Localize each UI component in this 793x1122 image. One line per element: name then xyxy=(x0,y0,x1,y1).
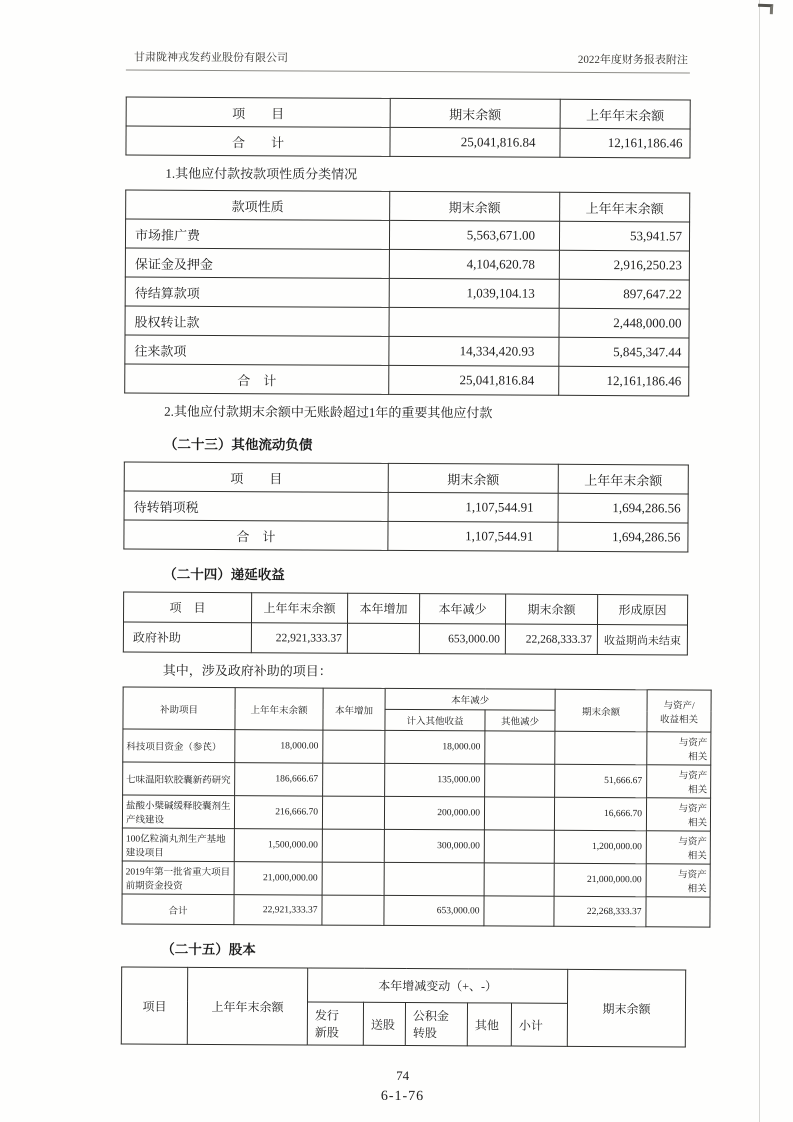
page-footer xyxy=(120,1065,684,1108)
col-header-prior-year-balance: 上年年末余额 xyxy=(560,192,690,222)
total-label: 合 计 xyxy=(124,520,388,550)
other-decrease-value xyxy=(485,731,555,764)
other-decrease-value xyxy=(484,896,554,926)
payables-by-nature-table xyxy=(124,190,690,397)
col-header-prior-year-balance: 上年年末余额 xyxy=(187,967,307,1045)
other-current-liabilities-table xyxy=(123,462,688,553)
page-number: 74 xyxy=(396,1067,410,1084)
table-row xyxy=(122,861,710,897)
col-header-other: 其他 xyxy=(467,1003,511,1046)
prior-year-balance-value: 186,666.67 xyxy=(235,763,323,796)
related-type-value: 与资产 相关 xyxy=(646,864,710,897)
table-row xyxy=(123,729,711,765)
table-row xyxy=(122,795,710,831)
closing-balance-value: 1,107,544.91 xyxy=(388,492,558,522)
table-header-row xyxy=(124,462,688,494)
increase-value xyxy=(323,763,385,796)
col-header-new-shares: 发行 新股 xyxy=(307,1002,363,1045)
closing-balance-value: 4,104,620.78 xyxy=(389,249,559,279)
section-heading-deferred-income: （二十四）递延收益 xyxy=(163,566,285,583)
row-label: 股权转让款 xyxy=(125,306,389,336)
table-row xyxy=(123,622,687,655)
into-other-income-value: 653,000.00 xyxy=(384,895,484,926)
related-type-value: 与资产 相关 xyxy=(646,798,710,831)
closing-balance-value: 25,041,816.84 xyxy=(389,365,559,395)
prior-year-balance-value: 53,941.57 xyxy=(559,221,689,251)
prior-year-balance-value: 12,161,186.46 xyxy=(560,128,690,158)
closing-balance-value xyxy=(389,307,559,337)
closing-balance-value: 25,041,816.84 xyxy=(390,127,560,157)
share-capital-table xyxy=(121,967,686,1048)
other-decrease-value xyxy=(484,863,554,896)
col-header-prior-year-balance: 上年年末余额 xyxy=(560,99,690,129)
closing-balance-value: 22,268,333.37 xyxy=(505,624,597,654)
closing-balance-value: 1,200,000.00 xyxy=(554,830,646,863)
row-label: 政府补助 xyxy=(123,622,251,653)
increase-value xyxy=(323,730,385,763)
col-header-item: 项 目 xyxy=(124,592,252,623)
table-row xyxy=(125,219,689,251)
government-grants-table xyxy=(121,687,711,928)
prior-year-balance-value: 2,916,250.23 xyxy=(559,250,689,280)
table-row xyxy=(125,277,689,309)
col-header-decrease-group: 本年减少 xyxy=(385,688,555,710)
col-header-bonus-shares: 送股 xyxy=(363,1002,405,1045)
into-other-income-value: 18,000.00 xyxy=(385,730,485,764)
increase-value xyxy=(322,829,384,862)
grant-project-name: 七味温阳软胶囊新药研究 xyxy=(123,762,235,796)
scan-corner-artifact xyxy=(758,4,773,15)
total-row xyxy=(125,364,689,396)
row-label: 待结算款项 xyxy=(125,277,389,307)
col-header-item: 项 目 xyxy=(124,462,388,492)
col-header-asset-income-related: 与资产/ 收益相关 xyxy=(647,690,711,732)
total-row xyxy=(126,126,690,158)
col-header-into-other-income: 计入其他收益 xyxy=(385,709,485,731)
table-header-row xyxy=(126,190,690,222)
col-header-closing-balance: 期末余额 xyxy=(390,98,560,128)
closing-balance-value: 16,666.70 xyxy=(554,797,646,830)
closing-balance-value: 51,666.67 xyxy=(555,764,647,797)
closing-balance-value: 5,563,671.00 xyxy=(389,220,559,250)
table-row xyxy=(125,306,689,338)
note-payables-by-nature: 1.其他应付款按款项性质分类情况 xyxy=(165,165,358,182)
col-header-closing-balance: 期末余额 xyxy=(390,191,560,221)
col-header-subtotal: 小计 xyxy=(511,1003,567,1046)
increase-value xyxy=(322,895,384,925)
table-row xyxy=(125,335,689,367)
total-label: 合 计 xyxy=(125,364,389,394)
table-row xyxy=(125,248,689,280)
col-header-closing-balance: 期末余额 xyxy=(567,969,685,1047)
into-other-income-value: 300,000.00 xyxy=(384,829,484,863)
closing-balance-value: 22,268,333.37 xyxy=(554,896,646,926)
other-decrease-value xyxy=(485,764,555,797)
increase-value xyxy=(322,796,384,829)
col-header-prior-year-balance: 上年年末余额 xyxy=(251,593,347,624)
other-decrease-value xyxy=(484,797,554,830)
prior-year-balance-value: 897,647.22 xyxy=(559,279,689,309)
col-header-nature: 款项性质 xyxy=(126,190,390,220)
prior-year-balance-value: 22,921,333.37 xyxy=(251,623,347,654)
col-header-closing-balance: 期末余额 xyxy=(388,463,558,493)
col-header-increase: 本年增加 xyxy=(347,593,419,623)
grant-project-name: 2019年第一批省重大项目前期资金投资 xyxy=(122,861,234,895)
col-header-reserve-to-shares: 公积金 转股 xyxy=(405,1003,467,1046)
closing-balance-value: 1,107,544.91 xyxy=(388,521,558,551)
total-label: 合 计 xyxy=(126,126,390,156)
grant-project-name: 盐酸小檗碱缓释胶囊剂生产线建设 xyxy=(122,795,234,829)
section-heading-share-capital: （二十五）股本 xyxy=(161,941,256,958)
into-other-income-value: 200,000.00 xyxy=(384,796,484,830)
table-header-row xyxy=(126,97,690,129)
col-header-decrease: 本年减少 xyxy=(419,594,505,624)
col-header-closing-balance: 期末余额 xyxy=(555,689,647,731)
table-header-row xyxy=(123,687,711,711)
into-other-income-value xyxy=(384,862,484,896)
related-type-value: 与资产 相关 xyxy=(647,765,711,798)
row-label: 往来款项 xyxy=(125,335,389,365)
row-label: 保证金及押金 xyxy=(125,248,389,278)
closing-balance-value: 1,039,104.13 xyxy=(389,278,559,308)
prior-year-balance-value: 1,694,286.56 xyxy=(558,522,688,552)
note-aging: 2.其他应付款期末余额中无账龄超过1年的重要其他应付款 xyxy=(164,403,493,421)
prior-year-balance-value: 21,000,000.00 xyxy=(234,862,322,895)
grant-project-name: 科技项目资金（参芪） xyxy=(123,729,235,763)
col-header-change-group: 本年增减变动（+、-） xyxy=(308,968,568,1003)
prior-year-balance-value: 18,000.00 xyxy=(235,730,323,763)
table-row xyxy=(124,491,688,523)
increase-value xyxy=(322,862,384,895)
closing-balance-value xyxy=(555,731,647,764)
col-header-closing-balance: 期末余额 xyxy=(505,594,597,624)
page-header xyxy=(126,49,690,74)
into-other-income-value: 135,000.00 xyxy=(385,763,485,797)
grant-project-name: 100亿粒滴丸剂生产基地建设项目 xyxy=(122,828,234,862)
closing-balance-value: 21,000,000.00 xyxy=(554,863,646,896)
prior-year-balance-value: 2,448,000.00 xyxy=(559,308,689,338)
increase-value xyxy=(347,623,419,653)
total-row xyxy=(122,894,710,927)
total-row xyxy=(124,520,688,552)
col-header-reason: 形成原因 xyxy=(597,595,687,625)
table-row xyxy=(122,828,710,864)
prior-year-balance-value: 5,845,347.44 xyxy=(559,337,689,367)
related-type-value: 与资产 相关 xyxy=(646,831,710,864)
company-name: 甘肃陇神戎发药业股份有限公司 xyxy=(133,51,288,65)
prior-year-balance-value: 22,921,333.37 xyxy=(234,895,322,925)
deferred-income-table xyxy=(123,592,688,656)
prior-year-balance-value: 1,500,000.00 xyxy=(234,829,322,862)
total-label: 合计 xyxy=(122,894,234,925)
decrease-value: 653,000.00 xyxy=(419,624,505,654)
col-header-prior-year-balance: 上年年末余额 xyxy=(558,464,688,494)
note-grants-intro: 其中，涉及政府补助的项目： xyxy=(162,662,332,679)
prior-year-balance-value: 216,666.70 xyxy=(234,796,322,829)
section-heading-other-current-liabilities: （二十三）其他流动负债 xyxy=(163,436,313,453)
prior-year-balance-value: 12,161,186.46 xyxy=(559,366,689,396)
table-header-row xyxy=(124,592,688,625)
col-header-increase: 本年增加 xyxy=(323,688,385,730)
prior-year-balance-value: 1,694,286.56 xyxy=(558,493,688,523)
col-header-item: 项目 xyxy=(121,967,187,1044)
table-header-row xyxy=(122,967,686,1004)
reason-value: 收益期尚未结束 xyxy=(597,625,687,655)
row-label: 待转销项税 xyxy=(124,491,388,521)
col-header-prior-year-balance: 上年年末余额 xyxy=(235,688,323,730)
page-content xyxy=(120,49,708,1108)
col-header-item: 项 目 xyxy=(126,97,390,127)
closing-balance-value: 14,334,420.93 xyxy=(389,336,559,366)
doc-title: 2022年度财务报表附注 xyxy=(577,53,688,67)
related-type-value xyxy=(646,897,710,927)
col-header-grant-project: 补助项目 xyxy=(123,687,235,730)
other-payables-total-table xyxy=(125,97,690,159)
col-header-other-decrease: 其他减少 xyxy=(485,710,555,731)
scan-edge-line xyxy=(759,0,760,1122)
related-type-value: 与资产 相关 xyxy=(647,732,711,765)
footer-code: 6-1-76 xyxy=(380,1088,425,1104)
other-decrease-value xyxy=(484,830,554,863)
row-label: 市场推广费 xyxy=(125,219,389,249)
table-row xyxy=(123,762,711,798)
